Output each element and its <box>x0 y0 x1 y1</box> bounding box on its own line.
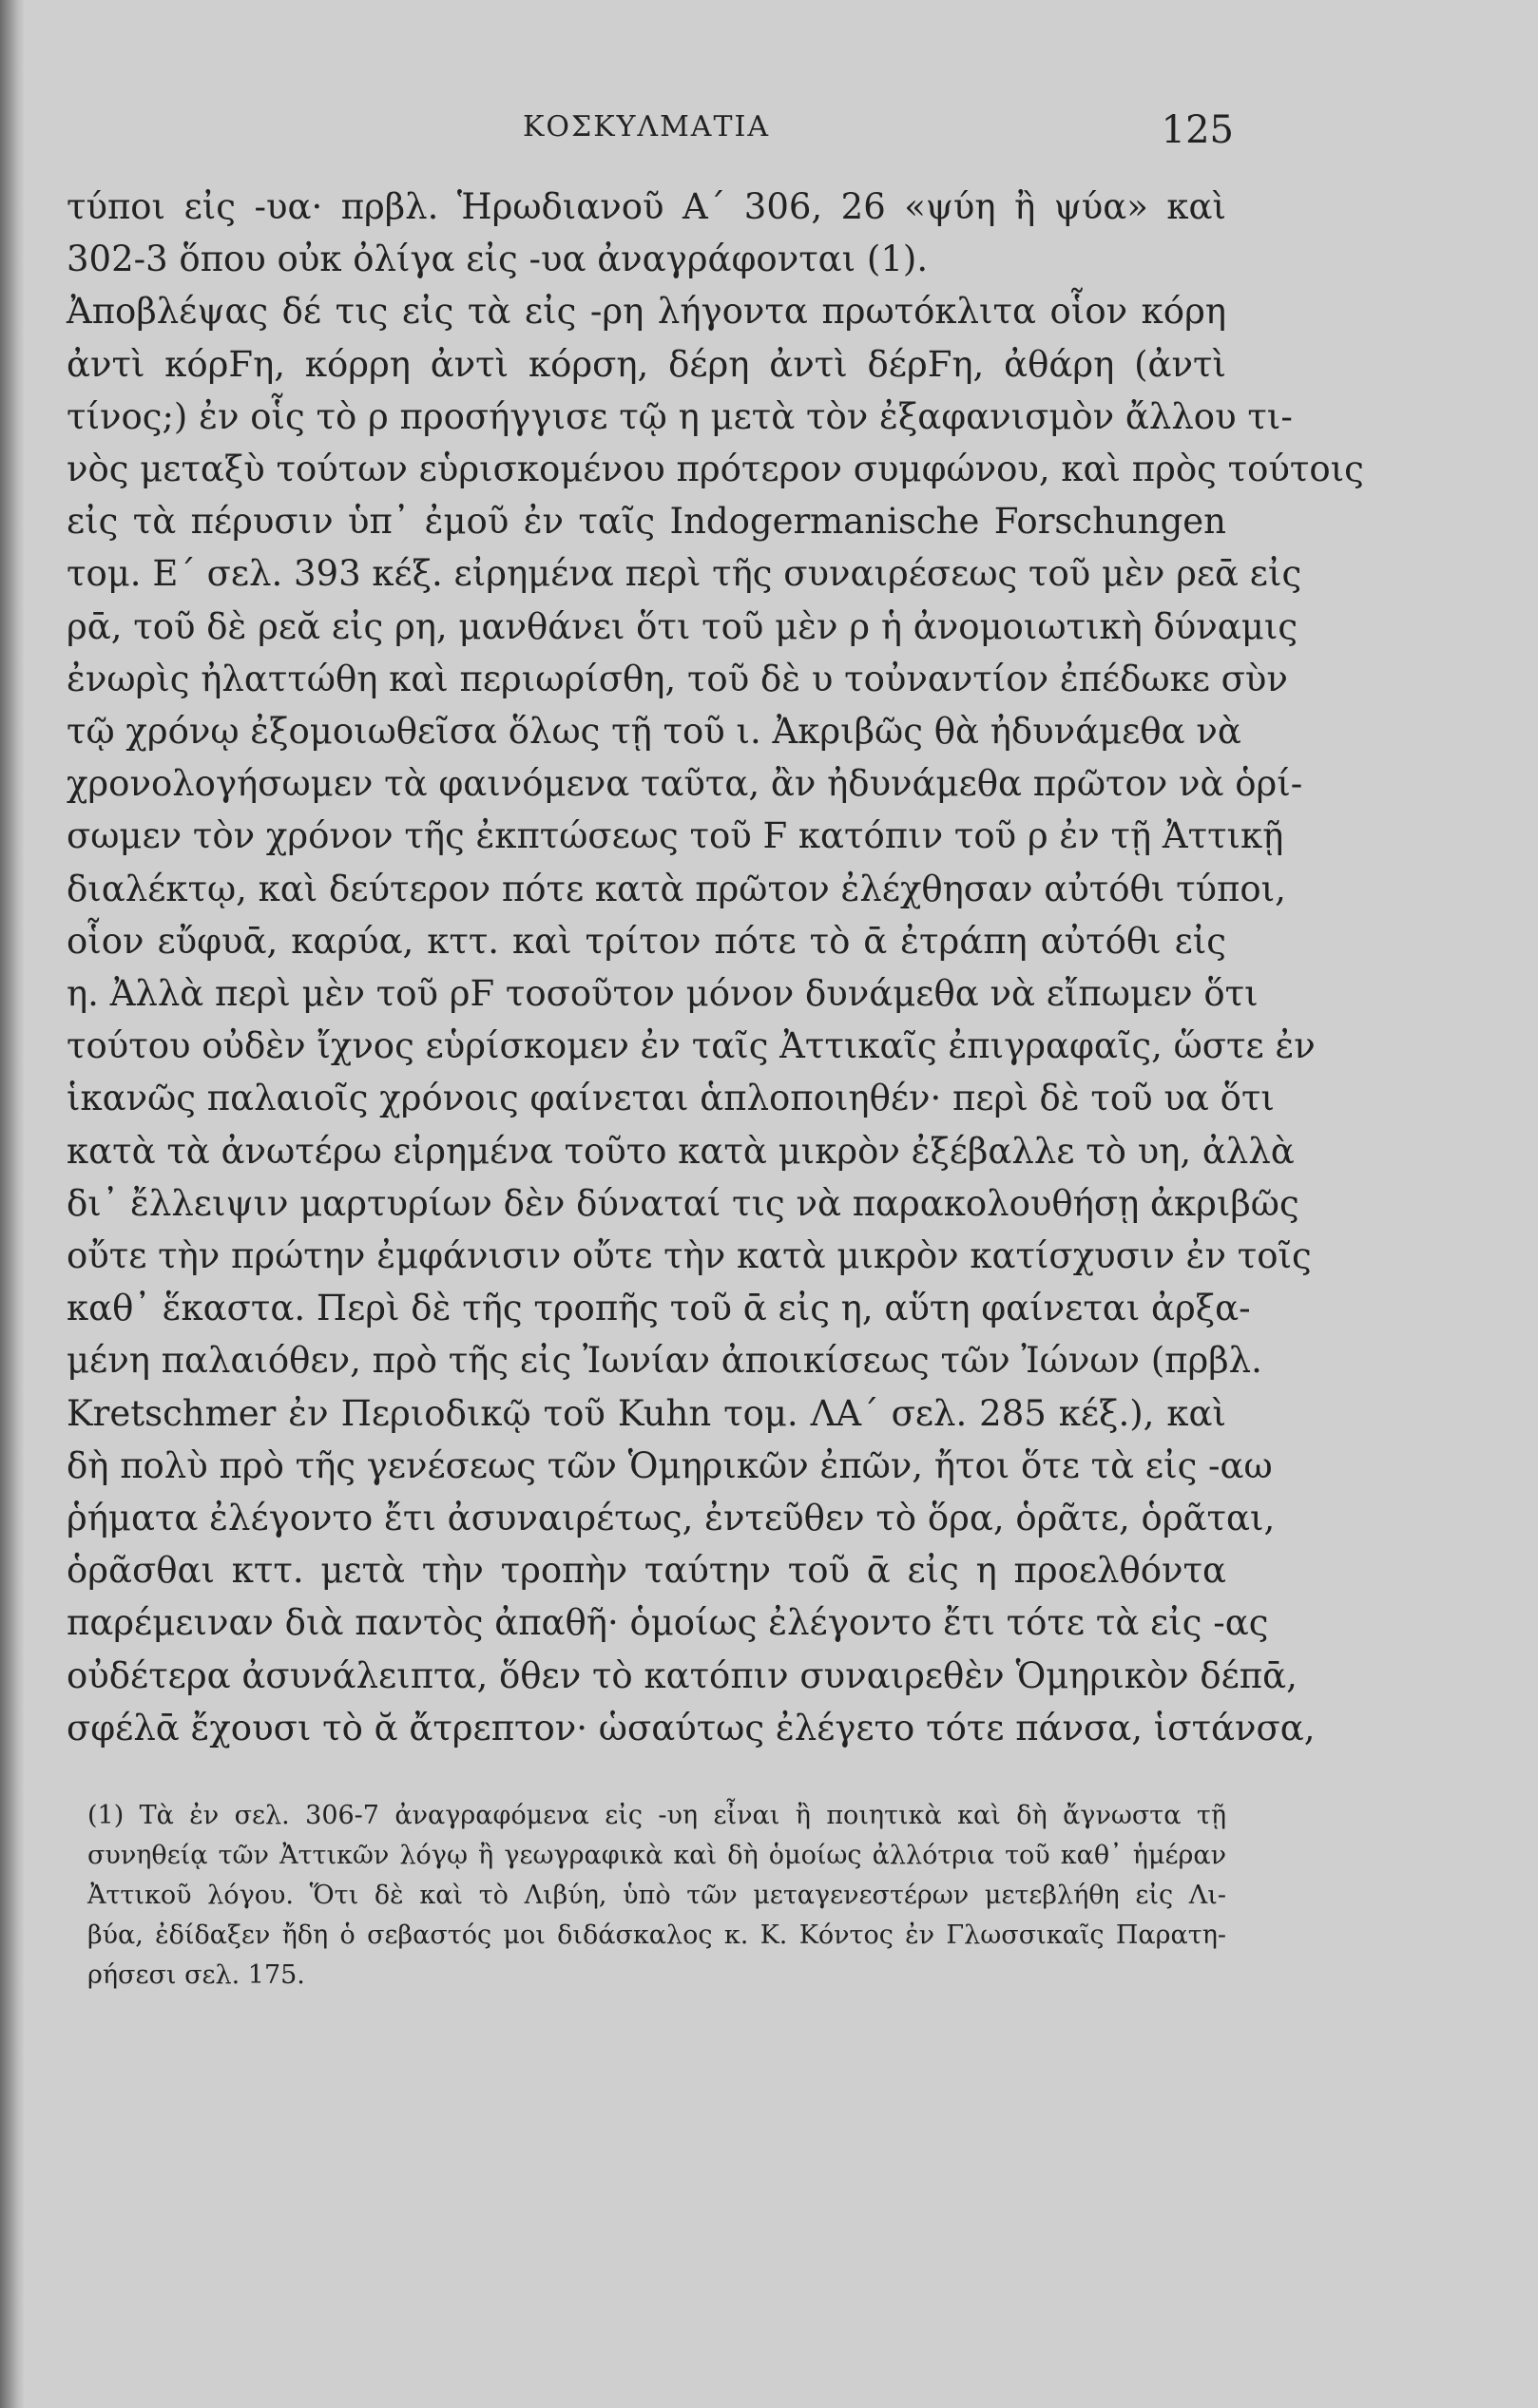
page-number: 125 <box>1161 108 1234 152</box>
running-head <box>67 95 1234 181</box>
body-line: ἐνωρὶς ἠλαττώθη καὶ περιωρίσθη, τοῦ δὲ υ τοὐναντίον ἐπέδωκε σὺν <box>67 658 1288 699</box>
body-line: τίνος;) ἐν οἷς τὸ ρ προσήγγισε τῷ η μετὰ τὸν ἐξαφανισμὸν ἄλλου τι- <box>67 395 1293 437</box>
footnote-line: Ἀττικοῦ λόγου. Ὅτι δὲ καὶ τὸ Λιβύη, ὑπὸ τῶν μεταγενεστέρων μετεβλήθη εἰς Λι- <box>87 1881 1226 1911</box>
body-line: οἷον εὔφυᾱ, καρύα, κττ. καὶ τρίτον πότε τὸ ᾱ ἐτράπη αὐτόθι εἰς <box>67 920 1226 962</box>
scan-shadow-edge <box>0 0 25 2408</box>
body-line: δὴ πολὺ πρὸ τῆς γενέσεως τῶν Ὁμηρικῶν ἐπῶν, ἤτοι ὅτε τὰ εἰς -αω <box>67 1444 1273 1486</box>
body-line: ὁρᾶσθαι κττ. μετὰ τὴν τροπὴν ταύτην τοῦ ᾱ εἰς η προελθόντα <box>67 1550 1226 1592</box>
running-head-title: ΚΟΣΚΥΛΜΑΤΙΑ <box>522 110 770 143</box>
body-text <box>67 181 1364 1754</box>
footnote-line: συνηθείᾳ τῶν Ἀττικῶν λόγῳ ἢ γεωγραφικὰ καὶ δὴ ὁμοίως ἀλλότρια τοῦ καθ᾽ ἡμέραν <box>87 1841 1226 1871</box>
footnotes <box>67 1796 1226 1996</box>
body-line: χρονολογήσωμεν τὰ φαινόμενα ταῦτα, ἂν ἠδυνάμεθα πρῶτον νὰ ὁρί- <box>67 763 1303 805</box>
body-line: τύποι εἰς -υα· πρβλ. Ἡρωδιανοῦ Α΄ 306, 26 «ψύη ἢ ψύα» καὶ <box>67 186 1226 227</box>
body-line: παρέμειναν διὰ παντὸς ἀπαθῆ· ὁμοίως ἐλέγοντο ἔτι τότε τὰ εἰς -ας <box>67 1602 1269 1644</box>
body-line: ἀντὶ κόρϜη, κόρρη ἀντὶ κόρση, δέρη ἀντὶ δέρϜη, ἀθάρη (ἀντὶ <box>67 343 1226 385</box>
body-line: τομ. Ε΄ σελ. 393 κέξ. εἰρημένα περὶ τῆς συναιρέσεως τοῦ μὲν ρεᾱ εἰς <box>67 553 1302 595</box>
body-line: κατὰ τὰ ἀνωτέρω εἰρημένα τοῦτο κατὰ μικρὸν ἐξέβαλλε τὸ υη, ἀλλὰ <box>67 1130 1295 1172</box>
body-line: σφέλᾱ ἔχουσι τὸ ᾰ ἄτρεπτον· ὡσαύτως ἐλέγετο τότε πάνσα, ἱστάνσα, <box>67 1707 1316 1749</box>
body-line: καθ᾽ ἕκαστα. Περὶ δὲ τῆς τροπῆς τοῦ ᾱ εἰς η, αὕτη φαίνεται ἀρξα- <box>67 1288 1251 1329</box>
body-line: ρᾱ, τοῦ δὲ ρεᾰ εἰς ρη, μανθάνει ὅτι τοῦ μὲν ρ ἡ ἀνομοιωτικὴ δύναμις <box>67 605 1298 647</box>
body-line: 302-3 ὅπου οὐκ ὀλίγα εἰς -υα ἀναγράφονται (1). <box>67 239 929 280</box>
body-line: διαλέκτῳ, καὶ δεύτερον πότε κατὰ πρῶτον ἐλέχθησαν αὐτόθι τύποι, <box>67 868 1286 909</box>
body-line: ἱκανῶς παλαιοῖς χρόνοις φαίνεται ἁπλοποιηθέν· περὶ δὲ τοῦ υα ὅτι <box>67 1078 1275 1119</box>
body-line: Ἀποβλέψας δέ τις εἰς τὰ εἰς -ρη λήγοντα πρωτόκλιτα οἷον κόρη <box>67 291 1226 333</box>
body-line: νὸς μεταξὺ τούτων εὑρισκομένου πρότερον συμφώνου, καὶ πρὸς τούτοις <box>67 449 1364 490</box>
body-line: ῥήματα ἐλέγοντο ἔτι ἀσυναιρέτως, ἐντεῦθεν τὸ ὅρα, ὁρᾶτε, ὁρᾶται, <box>67 1498 1276 1539</box>
body-line: τῷ χρόνῳ ἐξομοιωθεῖσα ὅλως τῇ τοῦ ι. Ἀκριβῶς θὰ ἠδυνάμεθα νὰ <box>67 711 1241 753</box>
body-line: εἰς τὰ πέρυσιν ὑπ᾽ ἐμοῦ ἐν ταῖς Indogermanische Forschungen <box>67 501 1226 543</box>
body-line: η. Ἀλλὰ περὶ μὲν τοῦ ρϜ τοσοῦτον μόνον δυνάμεθα νὰ εἴπωμεν ὅτι <box>67 973 1259 1015</box>
footnote-line: ρήσεσι σελ. 175. <box>87 1960 305 1991</box>
footnote-line: (1) Τὰ ἐν σελ. 306-7 ἀναγραφόμενα εἰς -υη εἶναι ἢ ποιητικὰ καὶ δὴ ἄγνωστα τῇ <box>87 1801 1226 1831</box>
body-line: σωμεν τὸν χρόνον τῆς ἐκπτώσεως τοῦ Ϝ κατόπιν τοῦ ρ ἐν τῇ Ἀττικῇ <box>67 815 1284 857</box>
book-page <box>67 95 1364 2148</box>
footnote-line: βύα, ἐδίδαξεν ἤδη ὁ σεβαστός μοι διδάσκαλος κ. Κ. Κόντος ἐν Γλωσσικαῖς Παρατη- <box>87 1921 1226 1951</box>
body-line: Kretschmer ἐν Περιοδικῷ τοῦ Kuhn τομ. ΛΑ΄ σελ. 285 κέξ.), καὶ <box>67 1392 1226 1434</box>
body-line: οὔτε τὴν πρώτην ἐμφάνισιν οὔτε τὴν κατὰ μικρὸν κατίσχυσιν ἐν τοῖς <box>67 1235 1312 1277</box>
body-line: οὐδέτερα ἀσυνάλειπτα, ὅθεν τὸ κατόπιν συναιρεθὲν Ὁμηρικὸν δέπᾱ, <box>67 1654 1298 1696</box>
body-line: μένη παλαιόθεν, πρὸ τῆς εἰς Ἰωνίαν ἀποικίσεως τῶν Ἰώνων (πρβλ. <box>67 1340 1262 1382</box>
body-line: τούτου οὐδὲν ἴχνος εὑρίσκομεν ἐν ταῖς Ἀττικαῖς ἐπιγραφαῖς, ὥστε ἐν <box>67 1025 1316 1067</box>
body-line: δι᾽ ἔλλειψιν μαρτυρίων δὲν δύναταί τις νὰ παρακολουθήσῃ ἀκριβῶς <box>67 1182 1299 1224</box>
